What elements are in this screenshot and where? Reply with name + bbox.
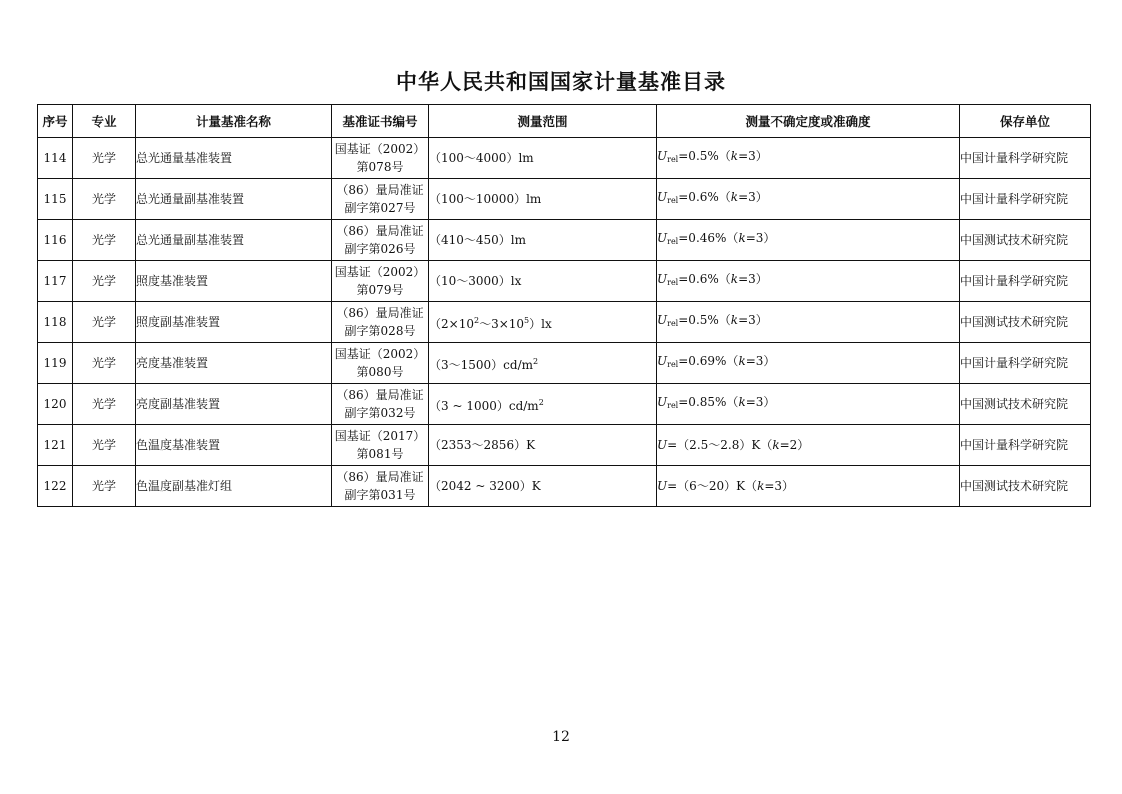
certificate-line: 第080号 (356, 365, 404, 379)
range-exponent: 2 (473, 315, 480, 325)
uncertainty-symbol: U (657, 272, 668, 286)
row-organization: 中国计量科学研究院 (960, 179, 1091, 220)
certificate-line: （86）量局准证 (336, 183, 424, 197)
row-specialty: 光学 (73, 384, 136, 425)
coverage-factor-value: =3） (738, 272, 768, 286)
row-name: 亮度副基准装置 (136, 384, 332, 425)
row-number: 121 (38, 425, 73, 466)
row-organization: 中国测试技术研究院 (960, 466, 1091, 507)
coverage-factor-symbol: k (738, 354, 746, 368)
row-uncertainty (657, 138, 960, 179)
row-uncertainty (657, 302, 960, 343)
uncertainty-value: =0.85%（ (678, 395, 739, 409)
coverage-factor-symbol: k (772, 438, 780, 452)
certificate-line: 副字第032号 (344, 406, 416, 420)
certificate-line: 国基证（2017） (334, 429, 426, 443)
uncertainty-symbol: U (657, 354, 668, 368)
certificate-line: （86）量局准证 (336, 224, 424, 238)
row-number: 114 (38, 138, 73, 179)
row-range (429, 343, 657, 384)
row-number: 119 (38, 343, 73, 384)
header-certificate: 基准证书编号 (332, 105, 429, 138)
coverage-factor-value: =3） (764, 479, 795, 493)
row-certificate (332, 302, 429, 343)
row-certificate (332, 384, 429, 425)
row-organization: 中国计量科学研究院 (960, 261, 1091, 302)
uncertainty-subscript: rel (667, 278, 679, 287)
certificate-line: 副字第026号 (344, 242, 416, 256)
row-organization: 中国测试技术研究院 (960, 384, 1091, 425)
row-uncertainty (657, 425, 960, 466)
uncertainty-value: =0.69%（ (678, 354, 739, 368)
row-name: 总光通量副基准装置 (136, 220, 332, 261)
uncertainty-subscript: rel (667, 360, 679, 369)
row-specialty: 光学 (73, 343, 136, 384)
row-name: 色温度副基准灯组 (136, 466, 332, 507)
page-number: 12 (552, 729, 570, 745)
coverage-factor-symbol: k (757, 479, 765, 493)
row-uncertainty (657, 384, 960, 425)
header-uncertainty: 测量不确定度或准确度 (657, 105, 960, 138)
row-certificate (332, 138, 429, 179)
range-part: （3～1500）cd/m (429, 357, 533, 372)
certificate-line: 第079号 (356, 283, 404, 297)
certificate-line: 国基证（2002） (334, 142, 426, 156)
row-specialty: 光学 (73, 179, 136, 220)
coverage-factor-value: =3） (745, 354, 776, 368)
row-certificate (332, 343, 429, 384)
row-name: 亮度基准装置 (136, 343, 332, 384)
table-row (38, 138, 1091, 179)
row-number: 117 (38, 261, 73, 302)
uncertainty-value: =0.5%（ (678, 313, 731, 327)
row-certificate (332, 425, 429, 466)
row-certificate (332, 179, 429, 220)
uncertainty-symbol: U (657, 438, 668, 452)
page-title: 中华人民共和国国家计量基准目录 (396, 70, 726, 94)
certificate-line: 副字第028号 (344, 324, 416, 338)
row-range: （2353～2856）K (429, 425, 657, 466)
uncertainty-subscript: rel (667, 319, 679, 328)
coverage-factor-symbol: k (738, 395, 746, 409)
header-organization: 保存单位 (960, 105, 1091, 138)
row-range: （2042 ~ 3200）K (429, 466, 657, 507)
uncertainty-value: =0.5%（ (678, 149, 731, 163)
row-name: 总光通量副基准装置 (136, 179, 332, 220)
header-no: 序号 (38, 105, 73, 138)
coverage-factor-symbol: k (730, 190, 739, 204)
uncertainty-subscript: rel (667, 237, 679, 246)
uncertainty-symbol: U (657, 479, 668, 493)
row-organization: 中国计量科学研究院 (960, 138, 1091, 179)
range-exponent: 2 (533, 356, 539, 366)
coverage-factor-value: =3） (745, 231, 776, 245)
row-number: 115 (38, 179, 73, 220)
coverage-factor-value: =3） (738, 313, 768, 327)
row-specialty: 光学 (73, 302, 136, 343)
range-exponent: 2 (538, 397, 544, 407)
row-organization: 中国测试技术研究院 (960, 302, 1091, 343)
table-row (38, 302, 1091, 343)
uncertainty-symbol: U (657, 190, 668, 204)
header-range: 测量范围 (429, 105, 657, 138)
uncertainty-symbol: U (657, 395, 668, 409)
row-range: （100～10000）lm (429, 179, 657, 220)
range-exponent: 5 (524, 315, 530, 325)
coverage-factor-symbol: k (730, 313, 739, 327)
uncertainty-subscript: rel (667, 196, 679, 205)
row-name: 总光通量基准装置 (136, 138, 332, 179)
certificate-line: 国基证（2002） (334, 265, 426, 279)
table-header-row (38, 105, 1091, 138)
row-number: 120 (38, 384, 73, 425)
row-range (429, 302, 657, 343)
row-range: （100～4000）lm (429, 138, 657, 179)
row-certificate (332, 261, 429, 302)
row-uncertainty (657, 179, 960, 220)
certificate-line: 副字第027号 (344, 201, 416, 215)
coverage-factor-value: =3） (738, 190, 768, 204)
row-name: 色温度基准装置 (136, 425, 332, 466)
uncertainty-value: =0.46%（ (678, 231, 739, 245)
certificate-line: 第081号 (356, 447, 404, 461)
range-part: （2×10 (429, 316, 474, 331)
coverage-factor-symbol: k (730, 149, 739, 163)
uncertainty-value: =（6～20）K（ (667, 479, 758, 493)
row-uncertainty (657, 261, 960, 302)
table-row (38, 425, 1091, 466)
coverage-factor-value: =3） (738, 149, 768, 163)
row-specialty: 光学 (73, 220, 136, 261)
uncertainty-symbol: U (657, 313, 668, 327)
uncertainty-value: =0.6%（ (678, 190, 731, 204)
table-row (38, 384, 1091, 425)
row-certificate (332, 220, 429, 261)
row-specialty: 光学 (73, 466, 136, 507)
row-specialty: 光学 (73, 425, 136, 466)
table-row (38, 261, 1091, 302)
table-row (38, 220, 1091, 261)
range-part: （3 ~ 1000）cd/m (429, 398, 539, 413)
row-name: 照度副基准装置 (136, 302, 332, 343)
row-name: 照度基准装置 (136, 261, 332, 302)
coverage-factor-symbol: k (730, 272, 739, 286)
table-row (38, 179, 1091, 220)
row-uncertainty (657, 343, 960, 384)
row-range (429, 384, 657, 425)
header-specialty: 专业 (73, 105, 136, 138)
uncertainty-subscript: rel (667, 401, 679, 410)
coverage-factor-symbol: k (738, 231, 746, 245)
row-specialty: 光学 (73, 261, 136, 302)
range-part: ～3×10 (479, 316, 525, 331)
header-name: 计量基准名称 (136, 105, 332, 138)
row-organization: 中国测试技术研究院 (960, 220, 1091, 261)
row-organization: 中国计量科学研究院 (960, 343, 1091, 384)
row-specialty: 光学 (73, 138, 136, 179)
coverage-factor-value: =2） (779, 438, 810, 452)
row-number: 116 (38, 220, 73, 261)
table-row (38, 343, 1091, 384)
certificate-line: 第078号 (356, 160, 404, 174)
coverage-factor-value: =3） (745, 395, 776, 409)
uncertainty-symbol: U (657, 231, 668, 245)
uncertainty-value: =0.6%（ (678, 272, 731, 286)
uncertainty-symbol: U (657, 149, 668, 163)
row-range: （10～3000）lx (429, 261, 657, 302)
row-uncertainty (657, 220, 960, 261)
range-part: ）lx (529, 316, 552, 331)
uncertainty-value: =（2.5～2.8）K（ (667, 438, 773, 452)
row-number: 118 (38, 302, 73, 343)
certificate-line: （86）量局准证 (336, 470, 424, 484)
standards-table (37, 104, 1091, 507)
row-range: （410～450）lm (429, 220, 657, 261)
row-organization: 中国计量科学研究院 (960, 425, 1091, 466)
row-certificate (332, 466, 429, 507)
row-uncertainty (657, 466, 960, 507)
row-number: 122 (38, 466, 73, 507)
certificate-line: （86）量局准证 (336, 306, 424, 320)
certificate-line: 国基证（2002） (334, 347, 426, 361)
certificate-line: （86）量局准证 (336, 388, 424, 402)
table-row (38, 466, 1091, 507)
uncertainty-subscript: rel (667, 155, 679, 164)
certificate-line: 副字第031号 (344, 488, 416, 502)
